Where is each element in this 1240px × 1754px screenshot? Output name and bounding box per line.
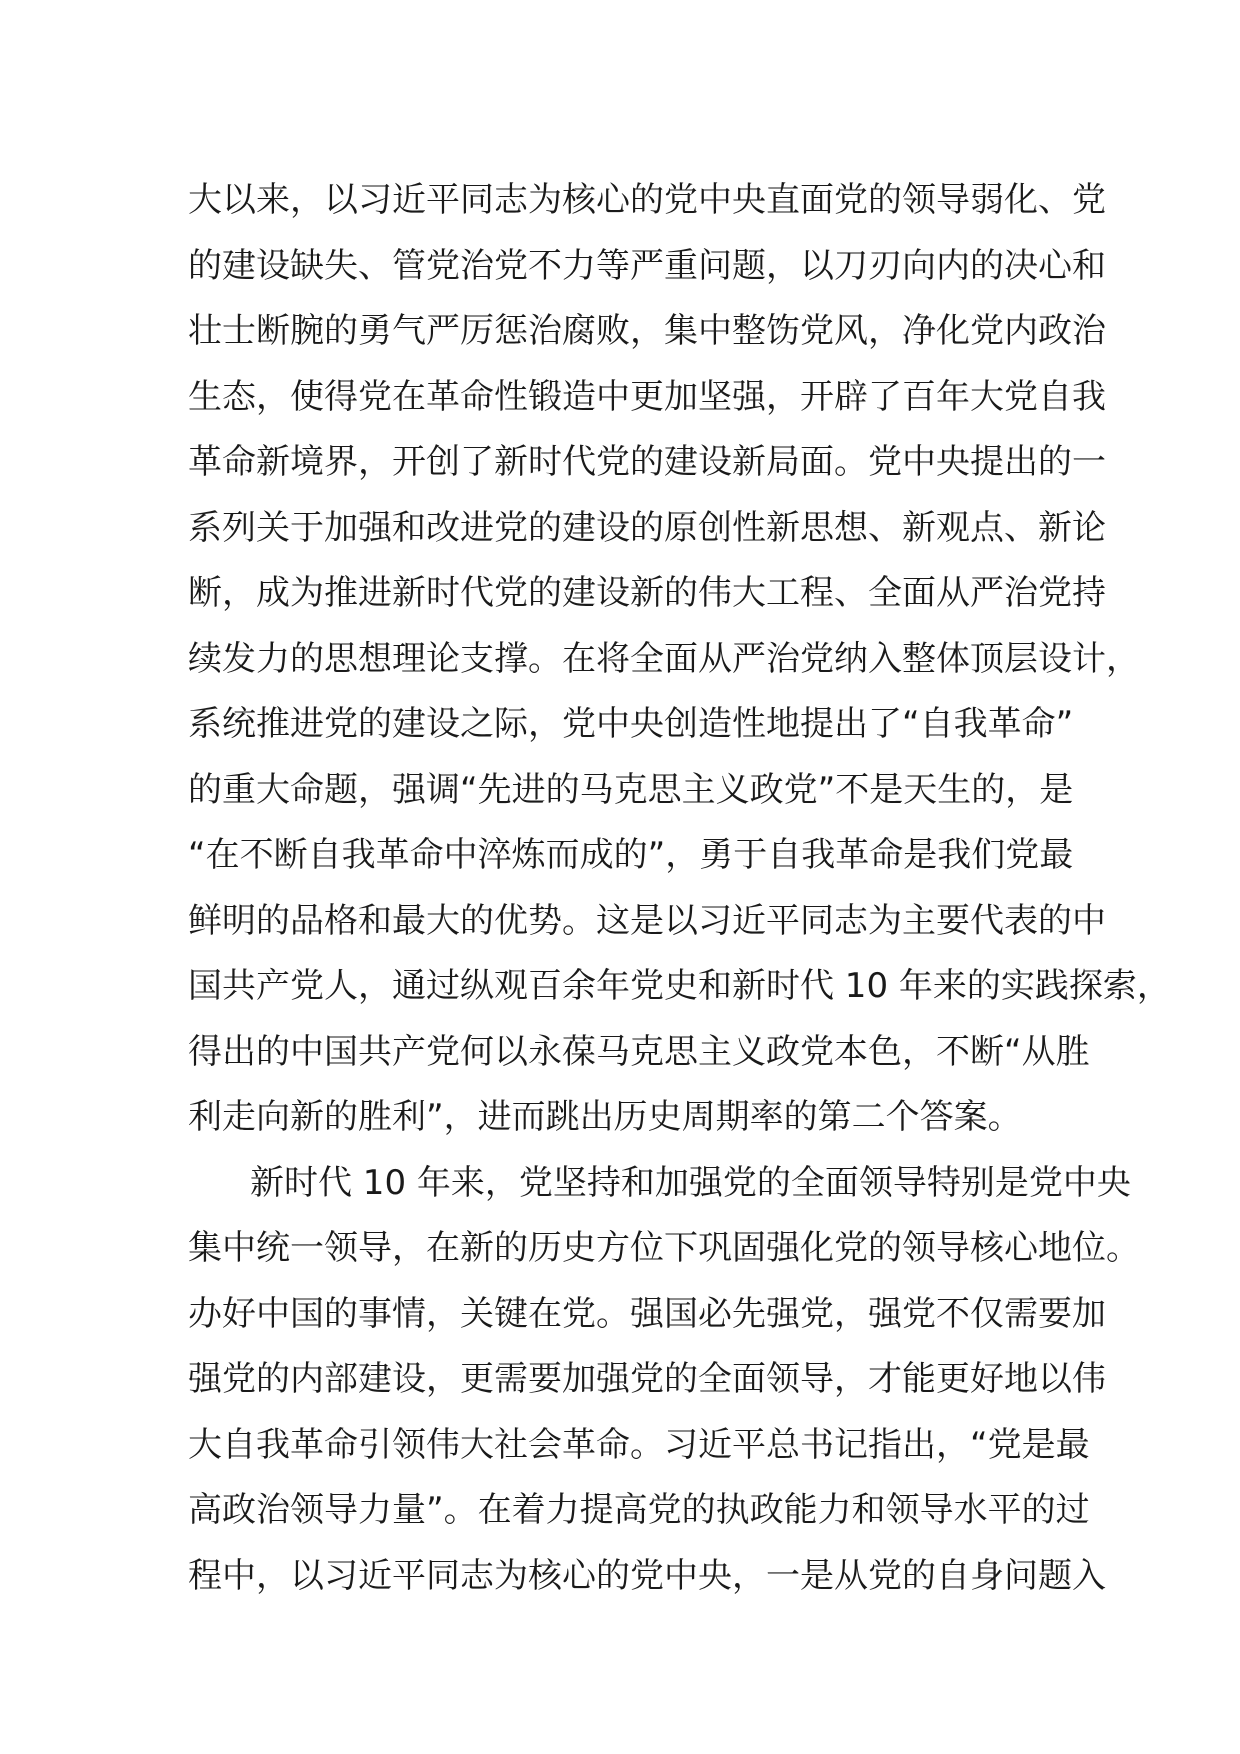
text-line: 鲜明的品格和最大的优势。这是以习近平同志为主要代表的中: [188, 900, 1106, 941]
text-line: 利走向新的胜利”，进而跳出历史周期率的第二个答案。: [188, 1097, 1022, 1137]
text-line: 生态，使得党在革命性锻造中更加坚强，开辟了百年大党自我: [188, 376, 1106, 417]
text-line: 断，成为推进新时代党的建设新的伟大工程、全面从严治党持: [188, 573, 1106, 613]
text-line: 集中统一领导，在新的历史方位下巩固强化党的领导核心地位。: [188, 1228, 1140, 1268]
text-line: 系列关于加强和改进党的建设的原创性新思想、新观点、新论: [188, 507, 1106, 548]
text-line: 的建设缺失、管党治党不力等严重问题，以刀刃向内的决心和: [188, 245, 1106, 286]
text-line: 续发力的思想理论支撑。在将全面从严治党纳入整体顶层设计，: [188, 638, 1140, 679]
text-line: 大自我革命引领伟大社会革命。习近平总书记指出，“党是最: [188, 1424, 1090, 1465]
text-line: 办好中国的事情，关键在党。强国必先强党，强党不仅需要加: [188, 1293, 1106, 1334]
text-line: 得出的中国共产党何以永葆马克思主义政党本色，不断“从胜: [188, 1031, 1090, 1072]
text-line: 大以来，以习近平同志为核心的党中央直面党的领导弱化、党: [188, 180, 1106, 220]
text-line: 的重大命题，强调“先进的马克思主义政党”不是天生的，是: [188, 769, 1074, 810]
text-line: 高政治领导力量”。在着力提高党的执政能力和领导水平的过: [188, 1490, 1090, 1530]
body-text: [188, 168, 1171, 1609]
text-line: 国共产党人，通过纵观百余年党史和新时代 10 年来的实践探索，: [188, 966, 1171, 1006]
text-line: 革命新境界，开创了新时代党的建设新局面。党中央提出的一: [188, 442, 1106, 482]
paragraph-1: [188, 168, 1171, 1151]
paragraph-2: [188, 1151, 1140, 1610]
text-line: “在不断自我革命中淬炼而成的”，勇于自我革命是我们党最: [188, 835, 1074, 875]
text-line: 壮士断腕的勇气严厉惩治腐败，集中整饬党风，净化党内政治: [188, 311, 1106, 351]
text-line: 程中，以习近平同志为核心的党中央，一是从党的自身问题入: [188, 1555, 1106, 1596]
text-line: 系统推进党的建设之际，党中央创造性地提出了“自我革命”: [188, 704, 1074, 744]
text-line: 强党的内部建设，更需要加强党的全面领导，才能更好地以伟: [188, 1359, 1106, 1399]
text-line: 新时代 10 年来，党坚持和加强党的全面领导特别是党中央: [250, 1162, 1131, 1203]
